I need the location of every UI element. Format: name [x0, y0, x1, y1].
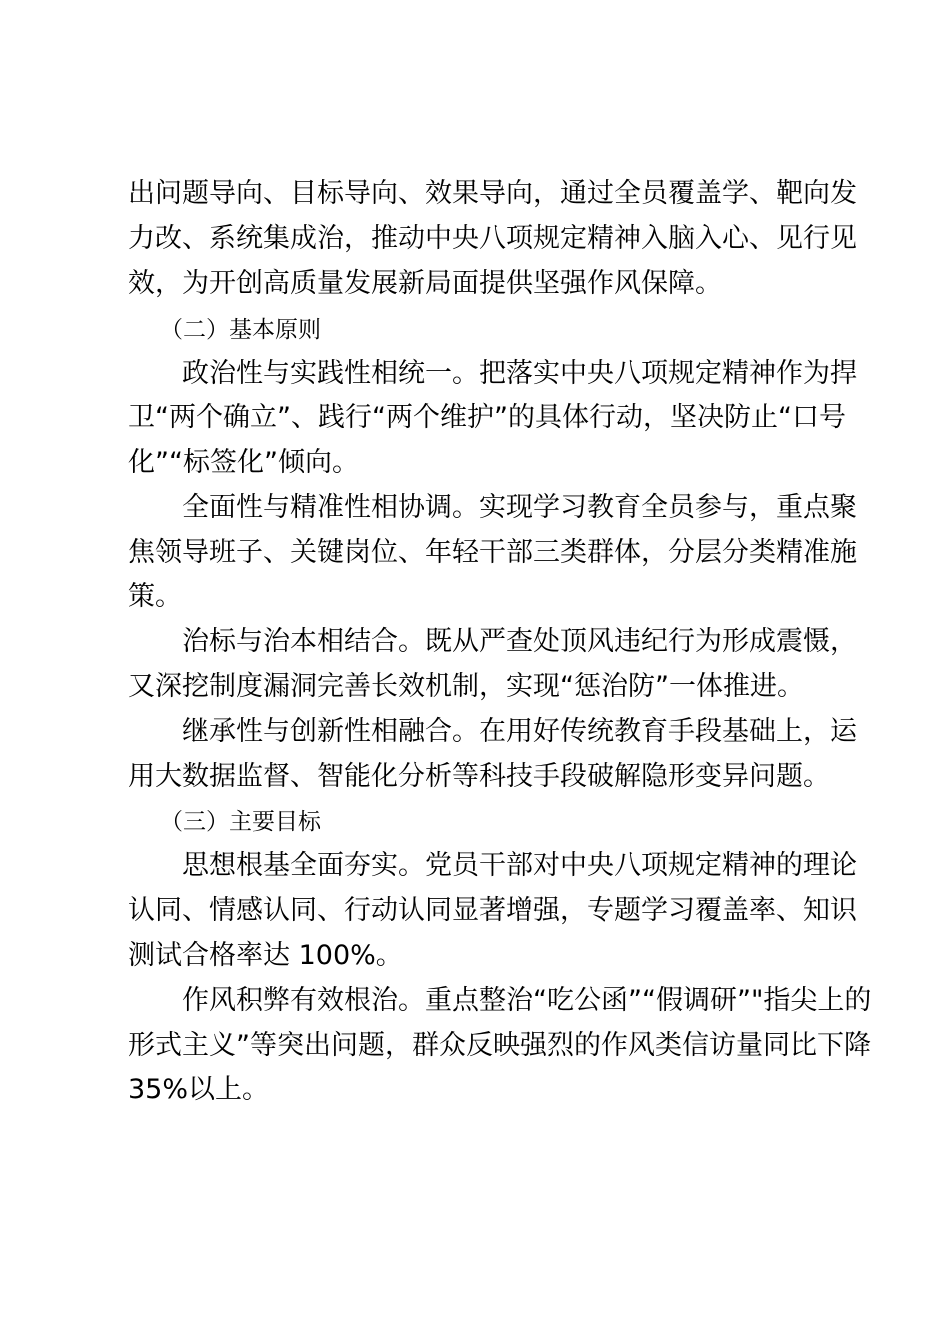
paragraph-line: 治标与治本相结合。既从严查处顶风违纪行为形成震慑，: [182, 626, 857, 657]
paragraph-line: 焦领导班子、关键岗位、年轻干部三类群体，分层分类精准施: [128, 537, 857, 568]
paragraph-line: 化”“标签化”倾向。: [128, 447, 359, 478]
paragraph-line: 形式主义”等突出问题，群众反映强烈的作风类信访量同比下降: [128, 1030, 871, 1061]
paragraph-line: 用大数据监督、智能化分析等科技手段破解隐形变异问题。: [128, 761, 830, 792]
paragraph-line: 思想根基全面夯实。党员干部对中央八项规定精神的理论: [182, 850, 857, 881]
paragraph-line: 认同、情感认同、行动认同显著增强，专题学习覆盖率、知识: [128, 895, 857, 926]
section-heading: （二）基本原则: [160, 317, 321, 343]
paragraph-line: 又深挖制度漏洞完善长效机制，实现“惩治防”一体推进。: [128, 671, 804, 702]
paragraph-line: 力改、系统集成治，推动中央八项规定精神入脑入心、见行见: [128, 223, 857, 254]
paragraph-line: 出问题导向、目标导向、效果导向，通过全员覆盖学、靶向发: [128, 178, 857, 209]
paragraph-line: 政治性与实践性相统一。把落实中央八项规定精神作为捍: [182, 358, 857, 389]
paragraph-line: 卫“两个确立”、践行“两个维护”的具体行动，坚决防止“口号: [128, 402, 846, 433]
section-heading: （三）主要目标: [160, 809, 321, 835]
paragraph-line: 作风积弊有效根治。重点整治“吃公函”“假调研”"指尖上的: [182, 985, 872, 1016]
paragraph-line: 效，为开创高质量发展新局面提供坚强作风保障。: [128, 268, 722, 299]
paragraph-line: 全面性与精准性相协调。实现学习教育全员参与，重点聚: [182, 492, 857, 523]
paragraph-line: 策。: [128, 581, 182, 612]
paragraph-line: 测试合格率达 100%。: [128, 940, 403, 971]
paragraph-line: 35%以上。: [128, 1074, 270, 1105]
paragraph-line: 继承性与创新性相融合。在用好传统教育手段基础上，运: [182, 716, 857, 747]
